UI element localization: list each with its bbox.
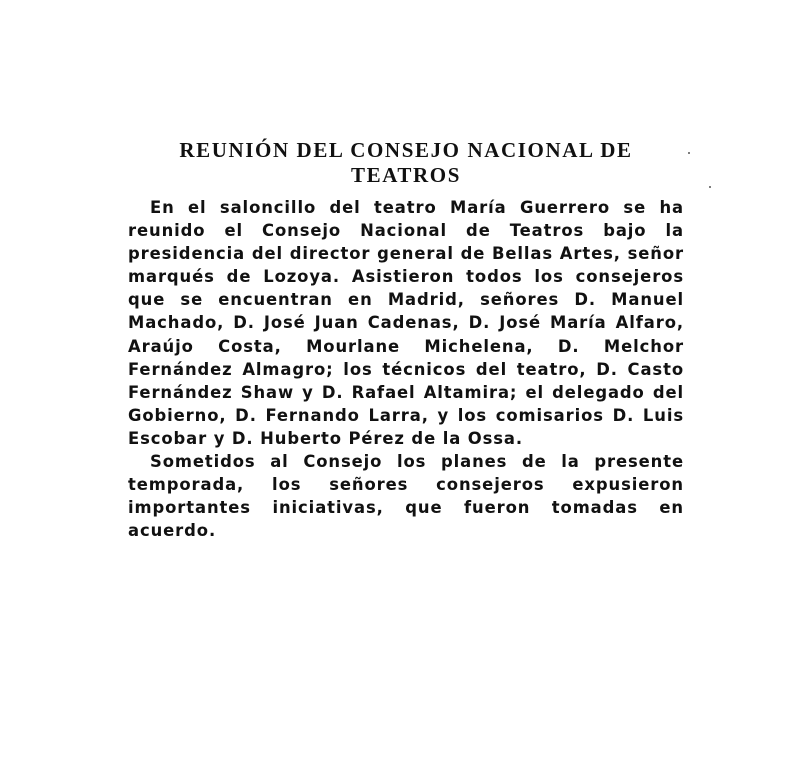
print-speck [709,186,711,188]
print-speck [688,152,690,154]
article-headline [128,138,684,188]
headline-line-1: REUNIÓN DEL CONSEJO NACIONAL DE [179,138,633,162]
article-paragraph-2: Sometidos al Consejo los planes de la presente temporada, los señores consejeros expusieron importantes iniciativas, que fueron tomadas en acuerdo. [128,452,684,541]
article-body [128,196,684,542]
newspaper-clipping [128,138,684,542]
article-paragraph-1: En el saloncillo del teatro María Guerrero se ha reunido el Consejo Nacional de Teatros bajo la presidencia del director general de Bellas Artes, señor marqués de Lozoya. Asistieron todos los consejeros que se encuentran en Madrid, señores D. Manuel Machado, D. José Juan Cadenas, D. José María Alfaro, Araújo Costa, Mourlane Michelena, D. Melchor Fernández Almagro; los técnicos del teatro, D. Casto Fernández Shaw y D. Rafael Altamira; el delegado del Gobierno, D. Fernando Larra, y los comisarios D. Luis Escobar y D. Huberto Pérez de la Ossa. [128,198,684,448]
headline-line-2: TEATROS [350,163,461,187]
